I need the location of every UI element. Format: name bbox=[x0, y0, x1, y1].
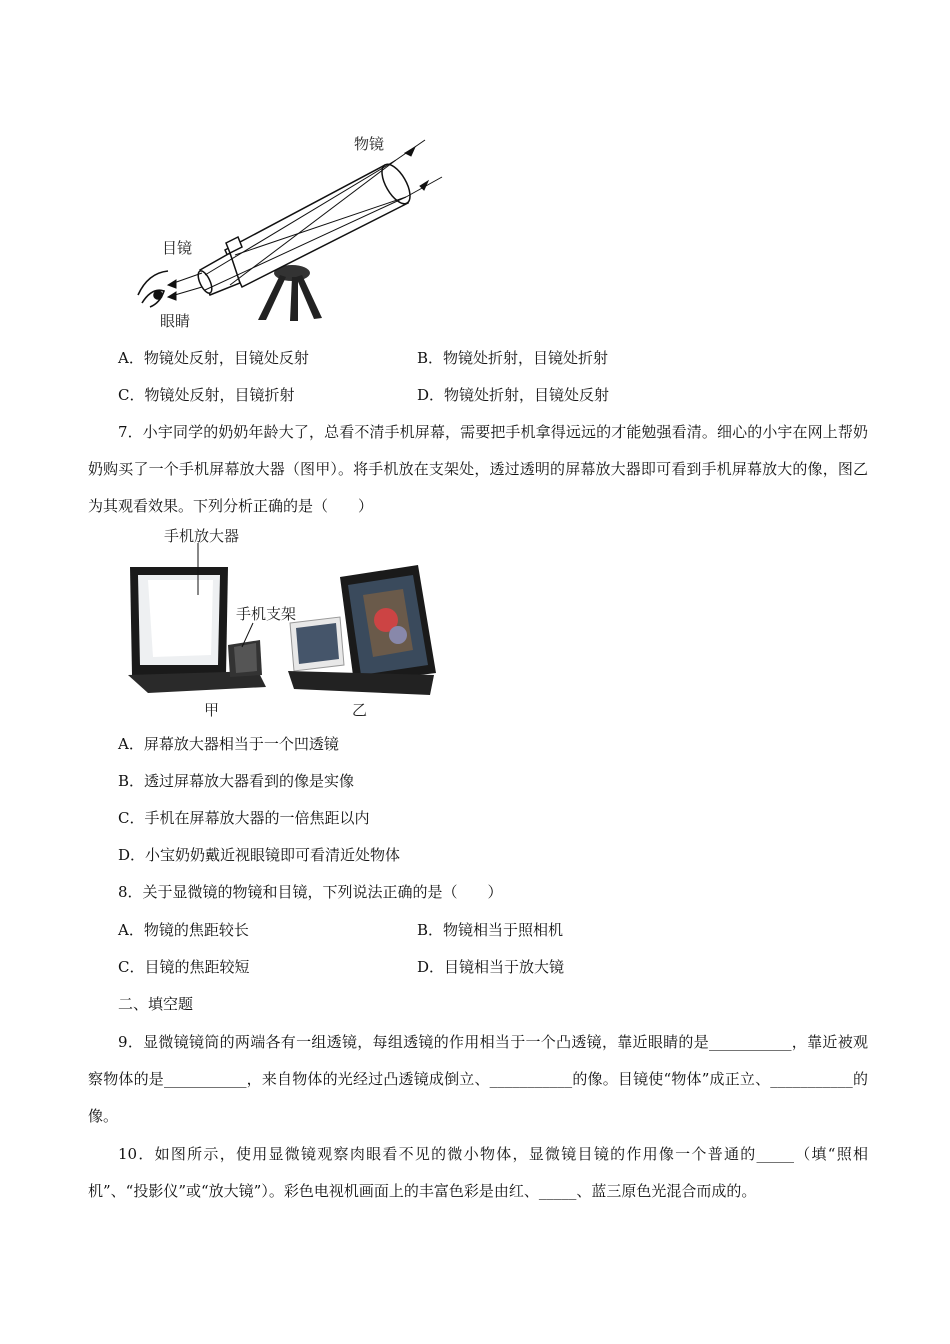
eye-label: 眼睛 bbox=[160, 312, 191, 330]
figure-jia-label: 甲 bbox=[204, 701, 220, 719]
q8-option-d: D．目镜相当于放大镜 bbox=[417, 958, 565, 976]
q6-option-b: B．物镜处折射，目镜处折射 bbox=[417, 349, 609, 367]
eye-icon bbox=[138, 271, 168, 307]
q7-question-text: 7．小宇同学的奶奶年龄大了，总看不清手机屏幕，需要把手机拿得远远的才能勉强看清。细心的小宇在网上帮奶奶购买了一个手机屏幕放大器（图甲）。将手机放在支架处，透过透明的屏幕放大器即可看到手机屏幕放大的像，图乙为其观看效果。下列分析正确的是（ ） bbox=[88, 423, 868, 515]
q8-question-text: 8．关于显微镜的物镜和目镜，下列说法正确的是（ ） bbox=[118, 883, 503, 901]
q7-option-b: B．透过屏幕放大器看到的像是实像 bbox=[118, 772, 355, 790]
q9-question-text: 9．显微镜镜筒的两端各有一组透镜，每组透镜的作用相当于一个凸透镜，靠近眼睛的是___________，靠近被观察物体的是___________，来自物体的光经过凸透镜成倒立、___________的像。目镜使“物体”成正立、___________的像。 bbox=[88, 1033, 868, 1125]
phone-magnifier-figure bbox=[118, 525, 448, 725]
q6-option-c: C．物镜处反射，目镜折射 bbox=[118, 386, 295, 404]
magnifier-in-use-icon bbox=[288, 565, 436, 695]
q7-option-a: A．屏幕放大器相当于一个凹透镜 bbox=[118, 735, 339, 753]
q8-option-b: B．物镜相当于照相机 bbox=[417, 921, 564, 939]
stand-label: 手机支架 bbox=[236, 605, 297, 623]
q6-option-d: D．物镜处折射，目镜处反射 bbox=[417, 386, 610, 404]
q6-option-a: A．物镜处反射，目镜处反射 bbox=[118, 349, 309, 367]
magnifier-label: 手机放大器 bbox=[164, 527, 240, 545]
section-heading: 二、填空题 bbox=[118, 995, 194, 1013]
q8-option-a: A．物镜的焦距较长 bbox=[118, 921, 249, 939]
q8-option-c: C．目镜的焦距较短 bbox=[118, 958, 250, 976]
q7-option-c: C．手机在屏幕放大器的一倍焦距以内 bbox=[118, 809, 370, 827]
telescope-figure bbox=[130, 125, 450, 333]
figure-yi-label: 乙 bbox=[352, 701, 368, 719]
eyepiece-label: 目镜 bbox=[162, 239, 193, 257]
q7-option-d: D．小宝奶奶戴近视眼镜即可看清近处物体 bbox=[118, 846, 401, 864]
magnifier-device-icon bbox=[128, 567, 266, 693]
q10-question-text: 10．如图所示，使用显微镜观察肉眼看不见的微小物体，显微镜目镜的作用像一个普通的_____（填“照相机”、“投影仪”或“放大镜”）。彩色电视机画面上的丰富色彩是由红、_____、蓝三原色光混合而成的。 bbox=[88, 1145, 868, 1200]
objective-label: 物镜 bbox=[354, 135, 385, 153]
